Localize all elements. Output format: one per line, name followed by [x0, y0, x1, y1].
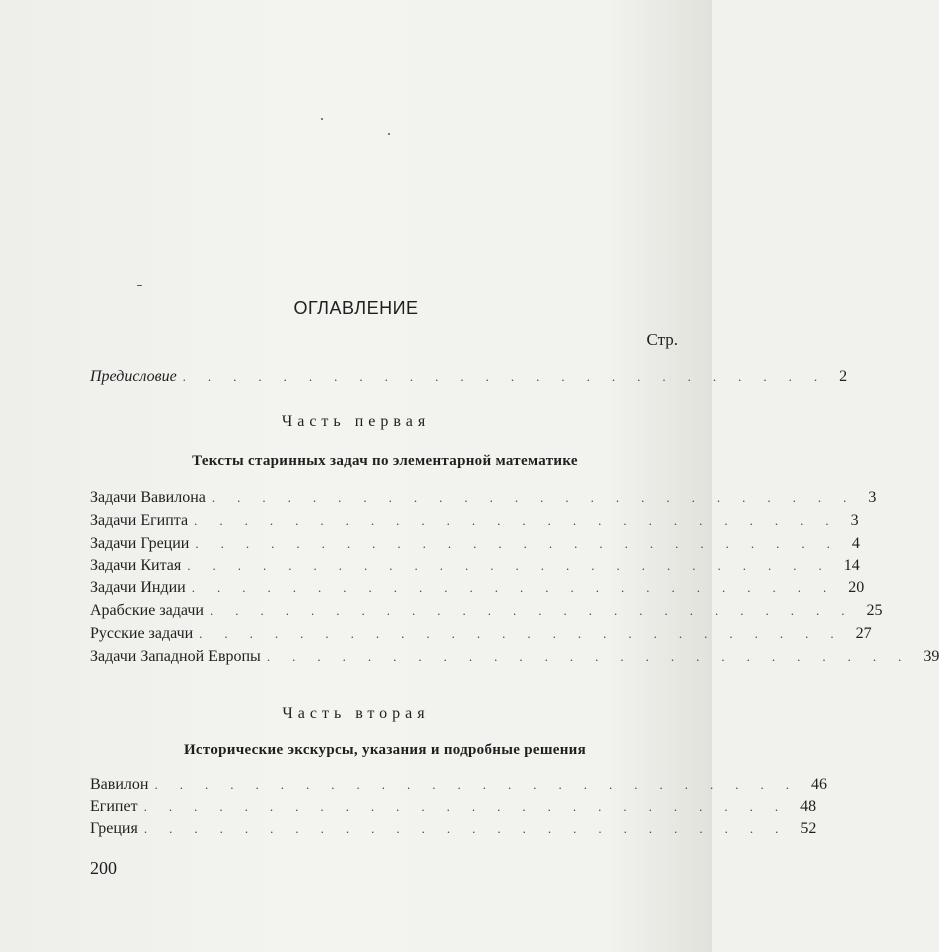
toc-entry[interactable] [90, 579, 865, 601]
toc-entry-page: 3 [850, 512, 859, 529]
toc-entry[interactable] [90, 512, 859, 534]
toc-entry-title: Арабские задачи [90, 602, 204, 619]
print-speck [137, 285, 142, 286]
dot-leader: .......................... [211, 490, 869, 505]
toc-entry-page: 25 [866, 602, 883, 619]
dot-leader: .......................... [143, 821, 801, 836]
print-speck [321, 118, 323, 120]
toc-entry[interactable] [90, 535, 860, 557]
toc-entry-title: Задачи Вавилона [90, 489, 206, 506]
toc-entry-title: Задачи Египта [90, 512, 189, 529]
toc-entry-page: 4 [851, 535, 860, 552]
toc-entry-preface[interactable] [90, 368, 848, 390]
page-number: 200 [90, 858, 117, 878]
toc-entry-title: Задачи Китая [90, 557, 182, 574]
toc-entry-title: Задачи Индии [90, 579, 186, 596]
toc-entry-page: 48 [800, 798, 817, 815]
dot-leader: .......................... [195, 536, 852, 551]
toc-entry[interactable] [90, 489, 877, 511]
toc-entry-title: Русские задачи [90, 625, 194, 642]
toc-entry-page: 14 [843, 557, 860, 574]
dot-leader: .......................... [266, 649, 924, 664]
toc-entry-page: 52 [800, 820, 817, 837]
toc-entry-title: Задачи Греции [90, 535, 190, 552]
part-one-section-title: Тексты старинных задач по элементарной математике [192, 453, 578, 469]
part-two-section-title: Исторические экскурсы, указания и подробные решения [183, 742, 587, 758]
toc-entry-title: Вавилон [90, 776, 149, 793]
toc-entry[interactable] [90, 776, 827, 798]
toc-entry[interactable] [90, 602, 883, 624]
dot-leader: .......................... [187, 558, 844, 573]
dot-leader: .......................... [182, 369, 840, 384]
toc-entry-title: Греция [90, 820, 138, 837]
toc-entry-page: 20 [848, 579, 865, 596]
toc-entry[interactable] [90, 798, 817, 820]
toc-entry-page: 27 [855, 625, 872, 642]
toc-entry-page: 39 [923, 648, 939, 665]
toc-entry-title: Задачи Западной Европы [90, 648, 261, 665]
part-two-title: Часть вторая [282, 705, 430, 722]
page-column-label: Стр. [646, 330, 678, 349]
toc-heading: ОГЛАВЛЕНИЕ [293, 298, 419, 318]
print-speck [388, 133, 390, 135]
toc-entry-title: Предисловие [90, 368, 177, 385]
dot-leader: .......................... [194, 513, 851, 528]
dot-leader: .......................... [154, 777, 811, 792]
toc-entry[interactable] [90, 625, 872, 647]
dot-leader: .......................... [143, 799, 801, 814]
toc-entry-page: 46 [810, 776, 827, 793]
toc-entry-title: Египет [90, 798, 138, 815]
dot-leader: .......................... [209, 603, 867, 618]
dot-leader: .......................... [191, 580, 849, 595]
toc-entry-page: 3 [868, 489, 877, 506]
part-one-title: Часть первая [281, 413, 431, 430]
toc-entry[interactable] [90, 648, 939, 670]
toc-entry[interactable] [90, 557, 860, 579]
dot-leader: .......................... [199, 626, 856, 641]
toc-entry-page: 2 [839, 368, 848, 385]
toc-entry[interactable] [90, 820, 817, 842]
